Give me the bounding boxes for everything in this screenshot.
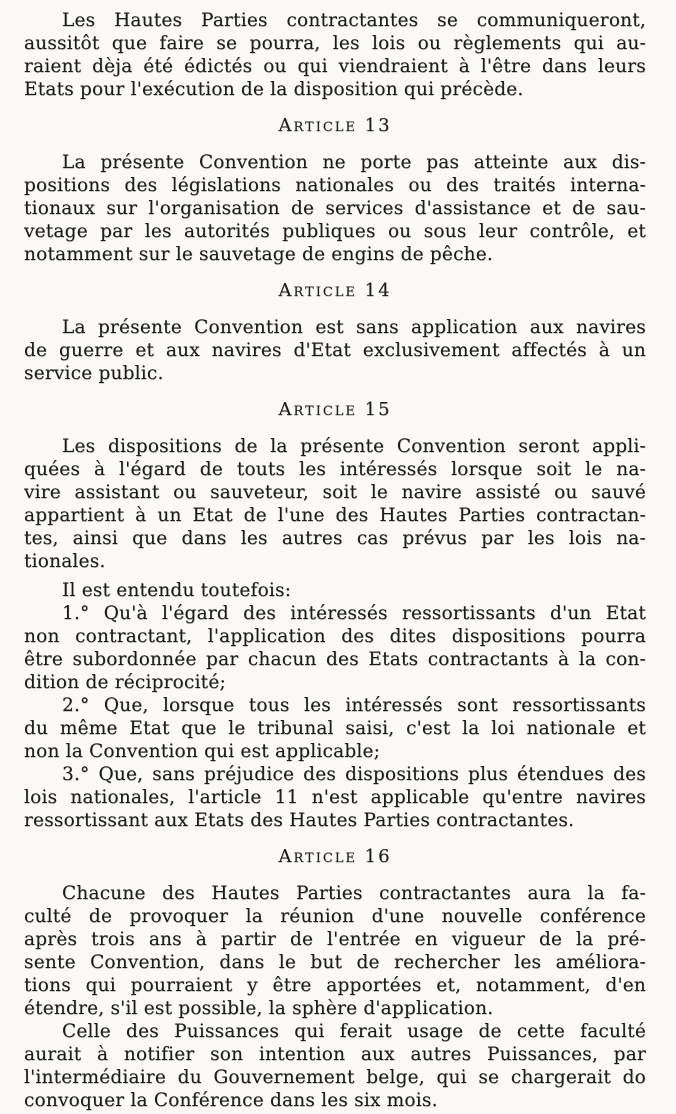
text-line: service public. — [24, 363, 164, 384]
text-line: tionales. — [24, 551, 106, 572]
paragraph — [24, 1020, 646, 1112]
text-line: sente Convention, dans le but de rechercher les améliora- — [24, 952, 646, 973]
text-line: raient dèja été édictés ou qui viendraient à l'être dans leurs — [24, 56, 646, 77]
text-line: vetage par les autorités publiques ou sous leur contrôle, et — [24, 221, 646, 242]
paragraph — [24, 435, 646, 573]
text-line: Celle des Puissances qui ferait usage de cette faculté — [62, 1021, 646, 1042]
text-line: positions des législations nationales ou des traités interna- — [24, 175, 646, 196]
text-line: l'intermédiaire du Gouvernement belge, qui se chargerait do — [24, 1067, 646, 1088]
text-line: Les dispositions de la présente Convention seront appli- — [62, 436, 646, 457]
paragraph — [24, 579, 646, 602]
text-line: aussitôt que faire se pourra, les lois ou règlements qui au- — [24, 33, 646, 54]
paragraph — [24, 602, 646, 694]
text-line: notamment sur le sauvetage de engins de pêche. — [24, 244, 493, 265]
article-heading: Article 13 — [278, 115, 392, 136]
article-heading: Article 15 — [278, 399, 392, 420]
text-line: La présente Convention est sans application aux navires — [62, 317, 646, 338]
text-line: Etats pour l'exécution de la disposition qui précède. — [24, 79, 524, 100]
text-line: lois nationales, l'article 11 n'est applicable qu'entre navires — [24, 787, 646, 808]
text-line: de guerre et aux navires d'Etat exclusivement affectés à un — [24, 340, 646, 361]
text-line: étendre, s'il est possible, la sphère d'application. — [24, 998, 494, 1019]
text-line: La présente Convention ne porte pas atteinte aux dis- — [62, 152, 646, 173]
text-line: tes, ainsi que dans les autres cas prévus par les lois na- — [24, 528, 646, 549]
text-line: vire assistant ou sauveteur, soit le navire assisté ou sauvé — [24, 482, 646, 503]
paragraph — [24, 763, 646, 832]
text-line: être subordonnée par chacun des Etats contractants à la con- — [24, 649, 646, 670]
text-line: 2.° Que, lorsque tous les intéressés sont ressortissants — [62, 695, 646, 716]
text-line: tionaux sur l'organisation de services d'assistance et de sau- — [24, 198, 646, 219]
text-line: appartient à un Etat de l'une des Hautes Parties contractan- — [24, 505, 646, 526]
text-line: Les Hautes Parties contractantes se communiqueront, — [62, 10, 646, 31]
text-line: 1.° Qu'à l'égard des intéressés ressortissants d'un Etat — [62, 603, 646, 624]
text-line: quées à l'égard de touts les intéressés lorsque soit le na- — [24, 459, 646, 480]
text-line: Il est entendu toutefois: — [62, 580, 292, 601]
text-line: non la Convention qui est applicable; — [24, 741, 381, 762]
paragraph — [24, 316, 646, 385]
text-line: après trois ans à partir de l'entrée en vigueur de la pré- — [24, 929, 646, 950]
text-line: dition de réciprocité; — [24, 672, 226, 693]
text-line: convoquer la Conférence dans les six mois. — [24, 1090, 438, 1111]
paragraph — [24, 151, 646, 266]
text-line: tions qui pourraient y être apportées et, notamment, d'en — [24, 975, 646, 996]
text-line: ressortissant aux Etats des Hautes Parties contractantes. — [24, 810, 575, 831]
article-heading: Article 14 — [278, 280, 392, 301]
text-line: culté de provoquer la réunion d'une nouvelle conférence — [24, 906, 646, 927]
paragraph — [24, 882, 646, 1020]
text-line: non contractant, l'application des dites dispositions pourra — [24, 626, 646, 647]
text-line: aurait à notifier son intention aux autres Puissances, par — [24, 1044, 646, 1065]
text-line: Chacune des Hautes Parties contractantes aura la fa- — [62, 883, 646, 904]
paragraph — [24, 694, 646, 763]
text-line: 3.° Que, sans préjudice des dispositions plus étendues des — [62, 764, 646, 785]
text-line: du même Etat que le tribunal saisi, c'est la loi nationale et — [24, 718, 646, 739]
paragraph — [24, 9, 646, 101]
article-heading: Article 16 — [278, 846, 392, 867]
